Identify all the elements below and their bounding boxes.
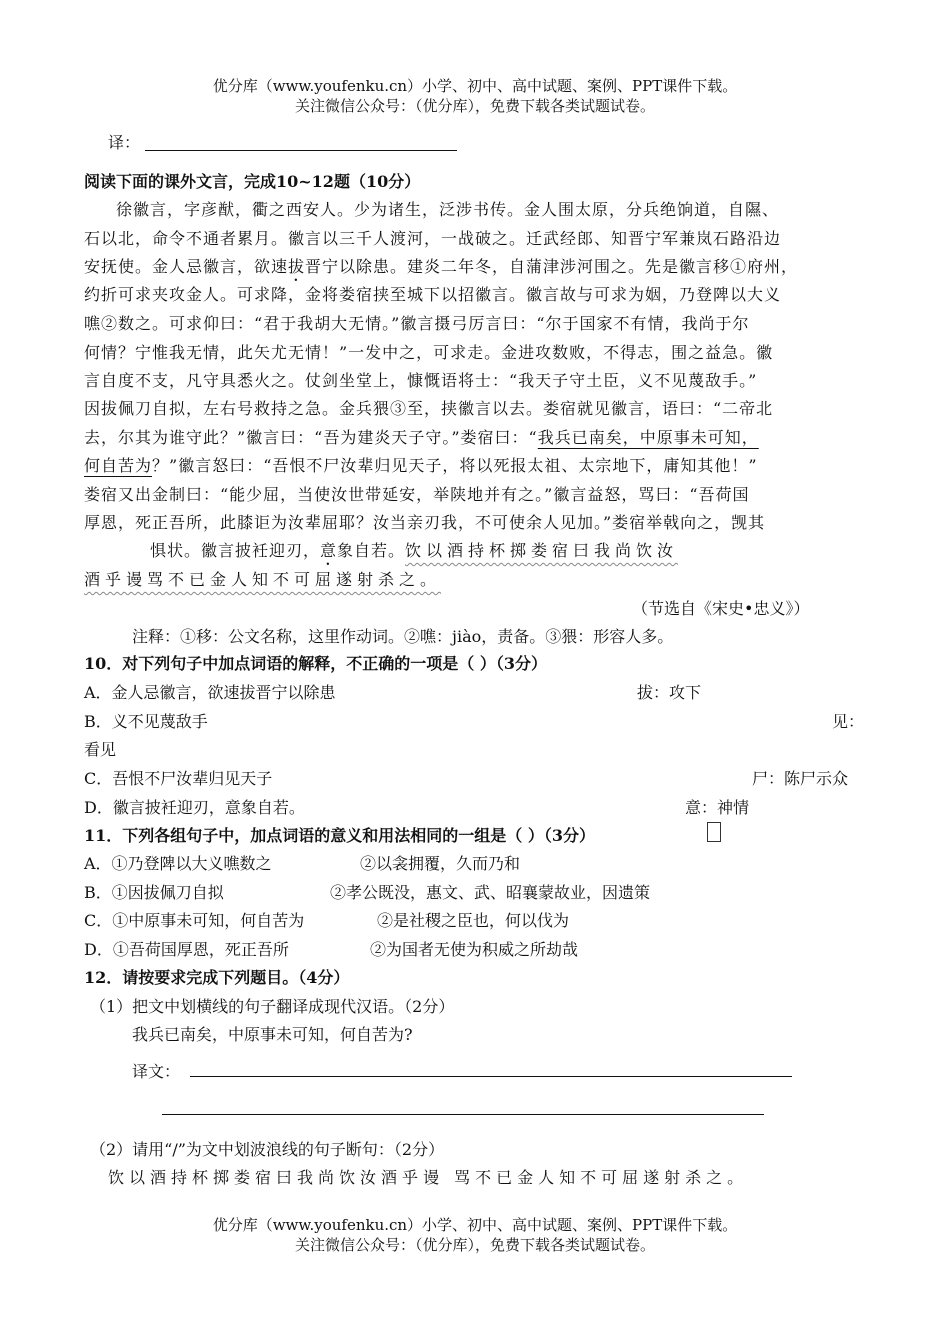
dotted-word-ba: 拔 xyxy=(288,257,306,276)
dotted-word-yi: 意 xyxy=(320,541,338,560)
q11-option-d1: D．①吾荷国厚恩，死正吾所 xyxy=(84,940,289,959)
q12-part-2-prompt: （2）请用“/”为文中划波浪线的句子断句：（2分） xyxy=(90,1140,445,1159)
underlined-sentence-part-2: 何自苦为 xyxy=(84,456,153,475)
q11-stem: 11．下列各组句子中，加点词语的意义和用法相同的一组是（ ）（3分） xyxy=(84,826,595,845)
passage-notes: 注释：①移：公文名称，这里作动词。②噍：jiào，责备。③猥：形容人多。 xyxy=(132,627,674,646)
q10-option-c-answer: 尸：陈尸示众 xyxy=(752,769,849,788)
passage-line-6: 何情？宁惟我无情，此矢尤无情！”一发中之，可求走。金进攻数败，不得志，围之益急。徽 xyxy=(84,343,774,362)
q12-part-1-sentence: 我兵已南矣，中原事未可知，何自苦为? xyxy=(132,1025,413,1044)
q12-part-2-sentence: 饮以酒持杯掷娄宿曰我尚饮汝酒乎谩 骂不已金人知不可屈遂射杀之。 xyxy=(108,1168,749,1187)
q10-option-b-answer-cont: 看见 xyxy=(84,740,117,759)
passage-line-8: 因拔佩刀自拟，左右号救持之急。金兵猥③至，挟徽言以去。娄宿就见徽言，语曰：“二帝北 xyxy=(84,399,774,418)
q11-option-d2: ②为国者无使为积威之所劫哉 xyxy=(370,940,579,959)
q11-option-a2: ②以衾拥覆，久而乃和 xyxy=(360,854,521,873)
q10-option-d: D．徽言披衽迎刃，意象自若。 xyxy=(84,798,305,817)
q11-option-b1: B．①因拔佩刀自拟 xyxy=(84,883,224,902)
footer-line-1: 优分库（www.youfenku.cn）小学、初中、高中试题、案例、PPT课件下载。 xyxy=(212,1216,738,1234)
q12-part-1-prompt: （1）把文中划横线的句子翻译成现代汉语。（2分） xyxy=(90,997,455,1016)
q11-option-b2: ②孝公既没，惠文、武、昭襄蒙故业，因遗策 xyxy=(330,883,651,902)
wavy-sentence-part-1: 饮以酒持杯掷娄宿曰我尚饮汝 xyxy=(405,541,679,560)
q10-option-b-answer: 见： xyxy=(832,712,865,731)
q11-option-c1: C．①中原事未可知，何自苦为 xyxy=(84,911,305,930)
q10-option-b: B．义不见蔑敌手 xyxy=(84,712,208,731)
answer-box xyxy=(707,822,721,842)
q10-option-a-answer: 拔：攻下 xyxy=(637,683,702,702)
translation-label: 译： xyxy=(108,133,141,152)
q12-stem: 12．请按要求完成下列题目。（4分） xyxy=(84,968,350,987)
q12-part-1-label: 译文： xyxy=(132,1062,181,1081)
passage-line-3: 安抚使。金人忌徽言，欲速拔晋宁以除患。建炎二年冬，自蒲津涉河围之。先是徽言移①府州， xyxy=(84,257,799,276)
footer-line-2: 关注微信公众号：（优分库），免费下载各类试题试卷。 xyxy=(294,1236,655,1254)
passage-line-9: 去，尔其为谁守此？”徽言曰：“吾为建炎天子守。”娄宿曰：“我兵已南矣，中原事未可知， xyxy=(84,428,759,447)
q10-option-a: A．金人忌徽言，欲速拔晋宁以除患 xyxy=(84,683,336,702)
q10-option-c: C．吾恨不尸汝辈归见天子 xyxy=(84,769,273,788)
answer-line-2 xyxy=(162,1114,764,1115)
q11-option-a1: A．①乃登陴以大义噍数之 xyxy=(84,854,272,873)
passage-line-7: 言自度不支，凡守具悉火之。仗剑坐堂上，慷慨语将士：“我天子守土臣，义不见蔑敌手。” xyxy=(84,371,758,390)
passage-line-5: 噍②数之。可求仰曰：“君于我胡大无情。”徽言摄弓厉言曰：“尔于国家不有情，我尚于尔 xyxy=(84,314,750,333)
passage-line-12: 厚恩，死正吾所，此膝讵为汝辈屈耶？汝当亲刃我，不可使余人见加。”娄宿举戟向之，觊其 xyxy=(84,513,766,532)
passage-line-1: 徐徽言，字彦猷，衢之西安人。少为诸生，泛涉书传。金人围太原，分兵绝饷道，自隰、 xyxy=(116,200,780,219)
wavy-sentence-part-2: 酒乎谩骂不已金人知不可屈遂射杀之。 xyxy=(84,570,442,589)
header-line-2: 关注微信公众号：（优分库），免费下载各类试题试卷。 xyxy=(294,97,655,115)
q10-stem: 10．对下列句子中加点词语的解释，不正确的一项是（ ）（3分） xyxy=(84,654,547,673)
passage-line-11: 娄宿又出金制曰：“能少屈，当使汝世带延安，举陕地并有之。”徽言益怒，骂曰：“吾荷国 xyxy=(84,485,750,504)
q11-option-c2: ②是社稷之臣也，何以伐为 xyxy=(377,911,570,930)
section-title: 阅读下面的课外文言，完成10~12题（10分） xyxy=(84,172,421,191)
passage-line-14 xyxy=(84,567,441,590)
header-line-1: 优分库（www.youfenku.cn）小学、初中、高中试题、案例、PPT课件下载。 xyxy=(212,77,738,95)
translation-blank-line xyxy=(145,150,457,151)
underlined-sentence-part-1: 我兵已南矣，中原事未可知， xyxy=(537,428,759,447)
passage-source: （节选自《宋史•忠义》） xyxy=(632,599,810,618)
passage-line-4: 约折可求夹攻金人。可求降，金将娄宿挟至城下以招徽言。徽言故与可求为姻，乃登陴以大义 xyxy=(84,285,782,304)
q10-option-d-answer: 意：神情 xyxy=(685,798,750,817)
passage-line-2: 石以北，命令不通者累月。徽言以三千人渡河，一战破之。迁武经郎、知晋宁军兼岚石路沿边 xyxy=(84,229,782,248)
passage-line-13: 惧状。徽言披衽迎刃，意象自若。饮以酒持杯掷娄宿曰我尚饮汝 xyxy=(150,541,679,560)
answer-line-1 xyxy=(190,1076,792,1077)
passage-line-10: 何自苦为？”徽言怒曰：“吾恨不尸汝辈归见天子，将以死报太祖、太宗地下，庸知其他！” xyxy=(84,456,758,475)
